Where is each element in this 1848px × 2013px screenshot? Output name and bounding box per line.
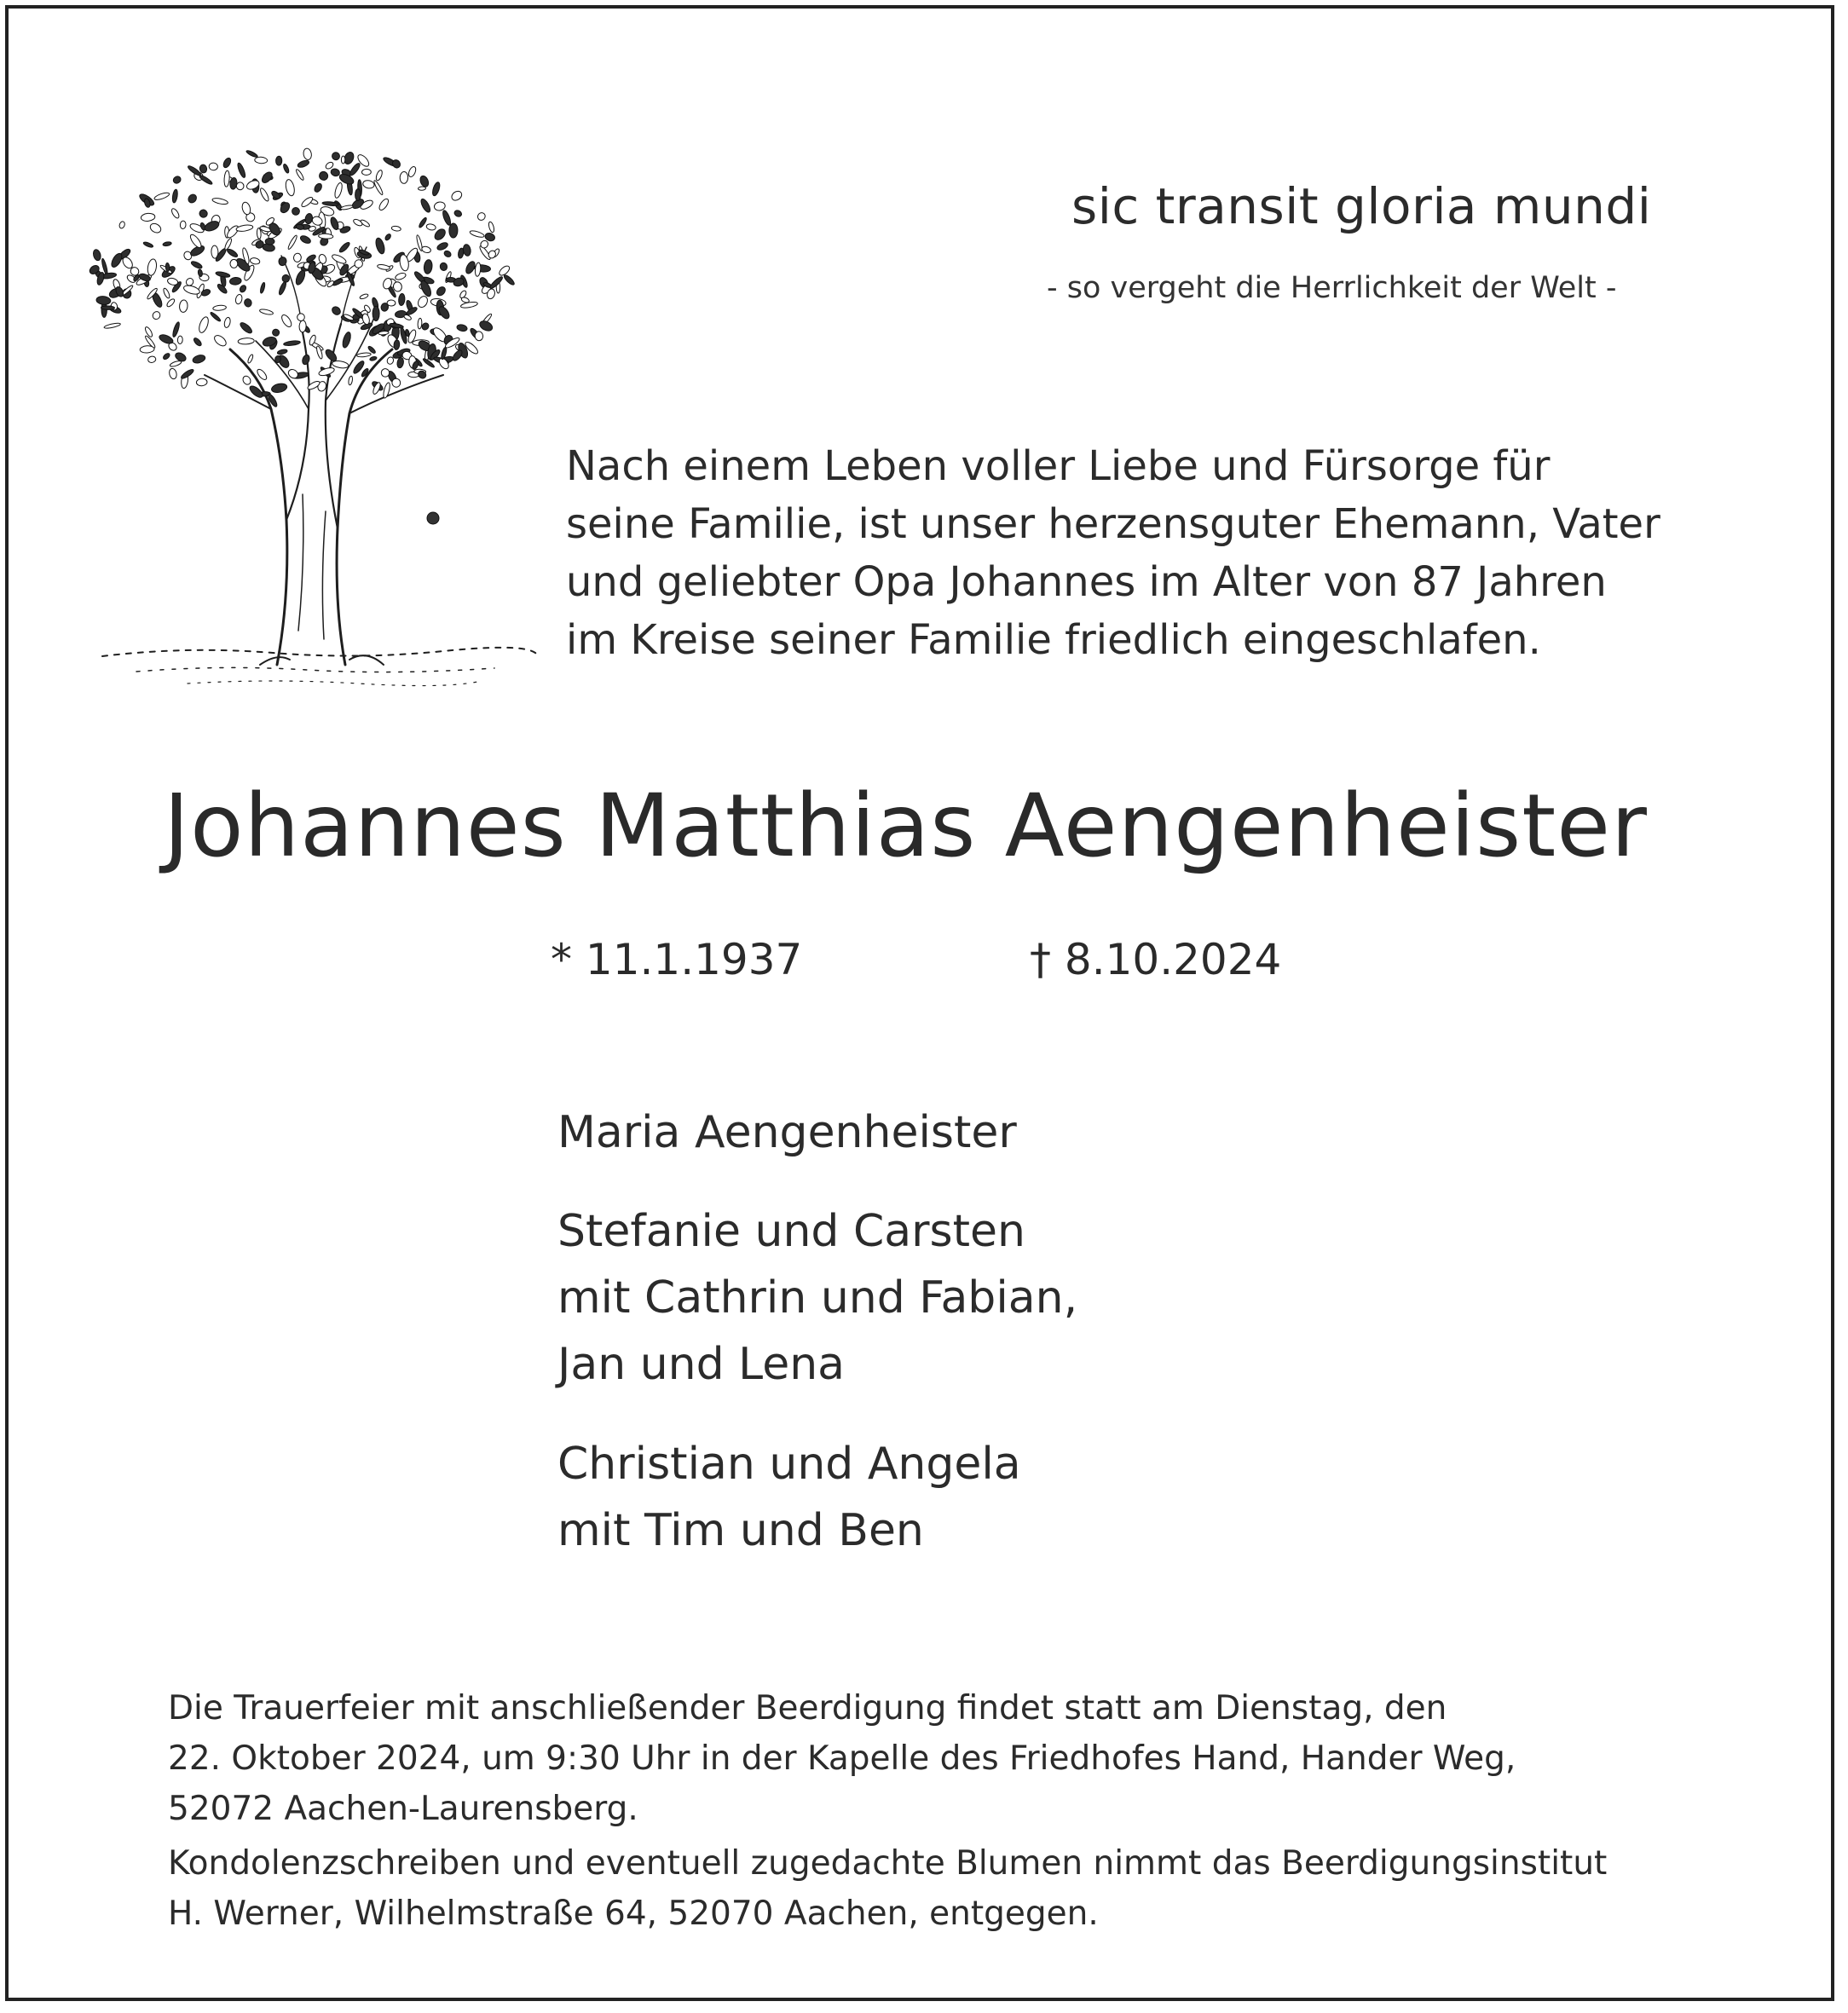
funeral-info bbox=[168, 1683, 1516, 1834]
tree-leaf bbox=[294, 269, 307, 286]
tree-leaf bbox=[361, 169, 371, 175]
tree-leaf bbox=[282, 164, 290, 174]
tree-leaf bbox=[165, 262, 170, 271]
death-date: † 8.10.2024 bbox=[1030, 935, 1282, 984]
tree-leaf bbox=[101, 306, 114, 310]
family-line: Maria Aengenheister bbox=[557, 1107, 1017, 1158]
tree-leaf bbox=[313, 182, 323, 193]
tree-leaf bbox=[372, 306, 379, 320]
tree-leaf bbox=[187, 193, 198, 205]
tree-leaf bbox=[234, 294, 243, 305]
tree-leaf bbox=[162, 352, 170, 360]
tree-leaf bbox=[245, 149, 258, 158]
tree-leaf bbox=[443, 250, 453, 258]
tree-leaf bbox=[259, 187, 270, 203]
tree-leaf bbox=[255, 157, 268, 164]
tree-leaf bbox=[244, 298, 252, 308]
tree-leaf bbox=[372, 180, 384, 196]
tree-leaf bbox=[147, 355, 156, 363]
family-group-spouse bbox=[557, 1099, 1017, 1166]
tree-leaf bbox=[299, 234, 312, 245]
tree-leaf bbox=[341, 332, 352, 349]
tree-leaf bbox=[421, 245, 431, 254]
tree-leaf bbox=[180, 221, 186, 229]
tree-leaf bbox=[349, 162, 361, 176]
tree-leaf bbox=[374, 237, 386, 255]
tree-leaf bbox=[431, 182, 442, 197]
tree-leaf bbox=[369, 356, 377, 361]
tree-leaf bbox=[332, 360, 349, 369]
tree-leaf bbox=[271, 328, 280, 337]
intro-line: Nach einem Leben voller Liebe und Fürsorge für bbox=[566, 442, 1551, 490]
tree-leaf bbox=[318, 234, 332, 239]
tree-leaf bbox=[469, 229, 484, 238]
tree-leaf bbox=[198, 315, 211, 333]
tree-leaf bbox=[210, 311, 222, 322]
tree-leaf bbox=[198, 208, 209, 218]
tree-leaf bbox=[460, 301, 478, 309]
tree-leaf bbox=[297, 159, 309, 169]
condolence-line: H. Werner, Wilhelmstraße 64, 52070 Aachen, entgegen. bbox=[168, 1895, 1099, 1933]
tree-leaf bbox=[295, 169, 304, 182]
tree-leaf bbox=[338, 241, 351, 254]
tree-leaf bbox=[190, 260, 203, 269]
tree-leaf bbox=[216, 271, 231, 279]
family-line: mit Tim und Ben bbox=[557, 1505, 924, 1556]
tree-leaf bbox=[456, 324, 468, 332]
funeral-line: 22. Oktober 2024, um 9:30 Uhr in der Kapelle des Friedhofes Hand, Hander Weg, bbox=[168, 1739, 1516, 1778]
tree-leaf bbox=[291, 206, 301, 216]
tree-leaf bbox=[92, 249, 101, 262]
tree-leaf bbox=[168, 367, 177, 379]
tree-leaf bbox=[226, 248, 239, 258]
tree-leaf bbox=[400, 171, 408, 183]
tree-leaf bbox=[236, 182, 244, 190]
tree-leaf bbox=[297, 314, 304, 321]
tree-leaf bbox=[356, 352, 371, 357]
family-group-daughter bbox=[557, 1198, 1077, 1398]
tree-leaf bbox=[436, 241, 449, 251]
tree-leaf bbox=[375, 170, 384, 182]
tree-leaf bbox=[301, 354, 310, 366]
tree-leaf bbox=[229, 277, 241, 286]
tree-leaf bbox=[449, 223, 458, 238]
tree-illustration-icon bbox=[85, 119, 546, 716]
tree-leaf bbox=[333, 182, 344, 199]
tree-leaf bbox=[285, 179, 296, 197]
tree-leaf bbox=[279, 201, 292, 215]
condolence-line: Kondolenzschreiben und eventuell zugedachte Blumen nimmt das Beerdigungsinstitut bbox=[168, 1844, 1608, 1883]
tree-leaf bbox=[196, 378, 207, 386]
tree-leaf bbox=[442, 210, 453, 226]
deceased-name: Johannes Matthias Aengenheister bbox=[164, 776, 1648, 877]
tree-leaf bbox=[395, 272, 407, 281]
tree-leaf bbox=[247, 354, 254, 363]
tree-leaf bbox=[277, 349, 288, 355]
tree-leaf bbox=[416, 295, 429, 309]
tree-leaf bbox=[167, 277, 179, 286]
tree-leaf bbox=[476, 211, 487, 222]
tree-leaf bbox=[434, 201, 446, 211]
tree-leaf bbox=[188, 233, 203, 249]
tree-leaf bbox=[293, 253, 302, 262]
tree-leaf bbox=[259, 282, 265, 294]
funeral-line: 52072 Aachen-Laurensberg. bbox=[168, 1790, 638, 1828]
family-line: Stefanie und Carsten bbox=[557, 1206, 1025, 1257]
tree-leaf bbox=[378, 198, 390, 212]
family-line: mit Cathrin und Fabian, bbox=[557, 1272, 1078, 1324]
birth-date: * 11.1.1937 bbox=[551, 935, 803, 984]
tree-leaf bbox=[475, 262, 482, 277]
tree-leaf bbox=[439, 262, 448, 271]
tree-leaf bbox=[276, 156, 282, 165]
tree-leaf bbox=[148, 222, 162, 234]
tree-leaf bbox=[153, 192, 170, 201]
tree-leaf bbox=[271, 382, 288, 394]
tree-leaf bbox=[384, 233, 392, 241]
tree-leaf bbox=[141, 213, 155, 222]
tree-leaf bbox=[331, 151, 341, 161]
intro-line: seine Familie, ist unser herzensguter Ehemann, Vater bbox=[566, 500, 1660, 548]
tree-leaf bbox=[171, 321, 180, 337]
tree-leaf bbox=[260, 170, 274, 185]
tree-leaf bbox=[359, 293, 368, 300]
tree-leaf bbox=[241, 375, 251, 386]
tree-leaf bbox=[362, 180, 375, 189]
tree-leaf bbox=[377, 264, 390, 271]
tree-leaf bbox=[171, 189, 178, 203]
tree-leaf bbox=[283, 340, 300, 346]
tree-leaf bbox=[259, 309, 274, 316]
tree-leaf bbox=[96, 296, 112, 305]
motto-translation: - so vergeht die Herrlichkeit der Welt - bbox=[1047, 271, 1617, 305]
tree-leaf bbox=[230, 259, 238, 268]
tree-leaf bbox=[236, 224, 254, 233]
tree-leaf bbox=[304, 213, 313, 225]
tree-leaf bbox=[223, 317, 231, 328]
tree-leaf bbox=[172, 175, 182, 184]
tree-leaf bbox=[278, 281, 287, 296]
tree-leaf bbox=[193, 337, 203, 347]
tree-leaf bbox=[382, 382, 390, 398]
tree-leaf bbox=[462, 244, 471, 257]
intro-line: im Kreise seiner Familie friedlich eingeschlafen. bbox=[566, 616, 1541, 664]
tree-leaf bbox=[265, 239, 274, 245]
tree-leaf bbox=[236, 162, 246, 178]
tree-leaf bbox=[182, 284, 200, 296]
tree-leaf bbox=[398, 293, 405, 306]
tree-leaf bbox=[352, 218, 363, 228]
condolence-info bbox=[168, 1838, 1607, 1939]
tree-leaf bbox=[250, 257, 261, 265]
tree-leaf bbox=[488, 222, 495, 234]
tree-leaf bbox=[192, 354, 206, 365]
tree-leaf bbox=[199, 164, 208, 173]
family-line: Christian und Angela bbox=[557, 1439, 1021, 1490]
tree-leaf bbox=[212, 197, 228, 205]
tree-leaf bbox=[118, 221, 125, 229]
tree-leaf bbox=[177, 336, 182, 344]
tree-leaf bbox=[391, 226, 401, 232]
tree-leaf bbox=[213, 305, 227, 311]
motto-latin: sic transit gloria mundi bbox=[1071, 177, 1652, 235]
tree-leaf bbox=[223, 170, 229, 187]
tree-leaf bbox=[340, 205, 353, 211]
tree-leaf bbox=[303, 147, 313, 160]
tree-leaf bbox=[239, 284, 247, 293]
family-line: Jan und Lena bbox=[557, 1339, 846, 1390]
tree-leaf bbox=[158, 333, 174, 345]
tree-leaf bbox=[475, 332, 483, 342]
tree-leaf bbox=[329, 216, 339, 231]
family-group-son bbox=[557, 1431, 1021, 1564]
tree-leaf bbox=[238, 337, 254, 344]
tree-leaf bbox=[330, 168, 341, 177]
tree-leaf bbox=[165, 297, 176, 308]
tree-leaf bbox=[424, 259, 433, 274]
tree-leaf bbox=[453, 209, 463, 217]
tree-leaf bbox=[341, 156, 344, 164]
tree-leaf bbox=[331, 305, 342, 316]
tree-leaf bbox=[151, 310, 161, 320]
tree-leaf bbox=[109, 251, 124, 268]
tree-leaf bbox=[163, 287, 171, 298]
tree-leaf bbox=[387, 300, 396, 306]
tree-leaf bbox=[163, 241, 172, 246]
tree-leaf bbox=[198, 269, 203, 277]
tree-leaf bbox=[426, 223, 436, 231]
tree-leaf bbox=[450, 189, 464, 202]
tree-leaf bbox=[318, 170, 330, 182]
tree-leaf bbox=[407, 165, 418, 178]
tree-leaf bbox=[143, 241, 154, 248]
tree-leaf bbox=[223, 238, 233, 251]
intro-text bbox=[566, 437, 1660, 669]
tree-leaf bbox=[418, 318, 422, 329]
tree-leaf bbox=[478, 319, 494, 332]
tree-leaf bbox=[419, 198, 432, 214]
tree-leaf bbox=[239, 321, 253, 335]
tree-leaf bbox=[147, 258, 158, 276]
tree-leaf bbox=[435, 286, 447, 297]
tree-leaf bbox=[299, 320, 307, 332]
tree-leaf bbox=[270, 190, 281, 200]
intro-line: und geliebter Opa Johannes im Alter von 87 Jahren bbox=[566, 558, 1607, 606]
tree-leaf bbox=[396, 357, 404, 368]
tree-leaf bbox=[104, 322, 121, 329]
tree-leaf bbox=[212, 333, 228, 348]
tree-leaf bbox=[222, 157, 232, 169]
funeral-line: Die Trauerfeier mit anschließender Beerdigung findet statt am Dienstag, den bbox=[168, 1689, 1447, 1727]
tree-leaf bbox=[280, 314, 293, 329]
tree-leaf bbox=[209, 163, 218, 170]
tree-leaf bbox=[419, 175, 430, 188]
tree-leaf bbox=[282, 274, 291, 283]
tree-leaf bbox=[503, 274, 516, 286]
tree-leaf bbox=[179, 300, 188, 313]
tree-leaf bbox=[355, 189, 361, 201]
tree-leaf bbox=[170, 207, 181, 219]
tree-leaf bbox=[287, 234, 298, 250]
tree-leaf bbox=[348, 376, 353, 385]
